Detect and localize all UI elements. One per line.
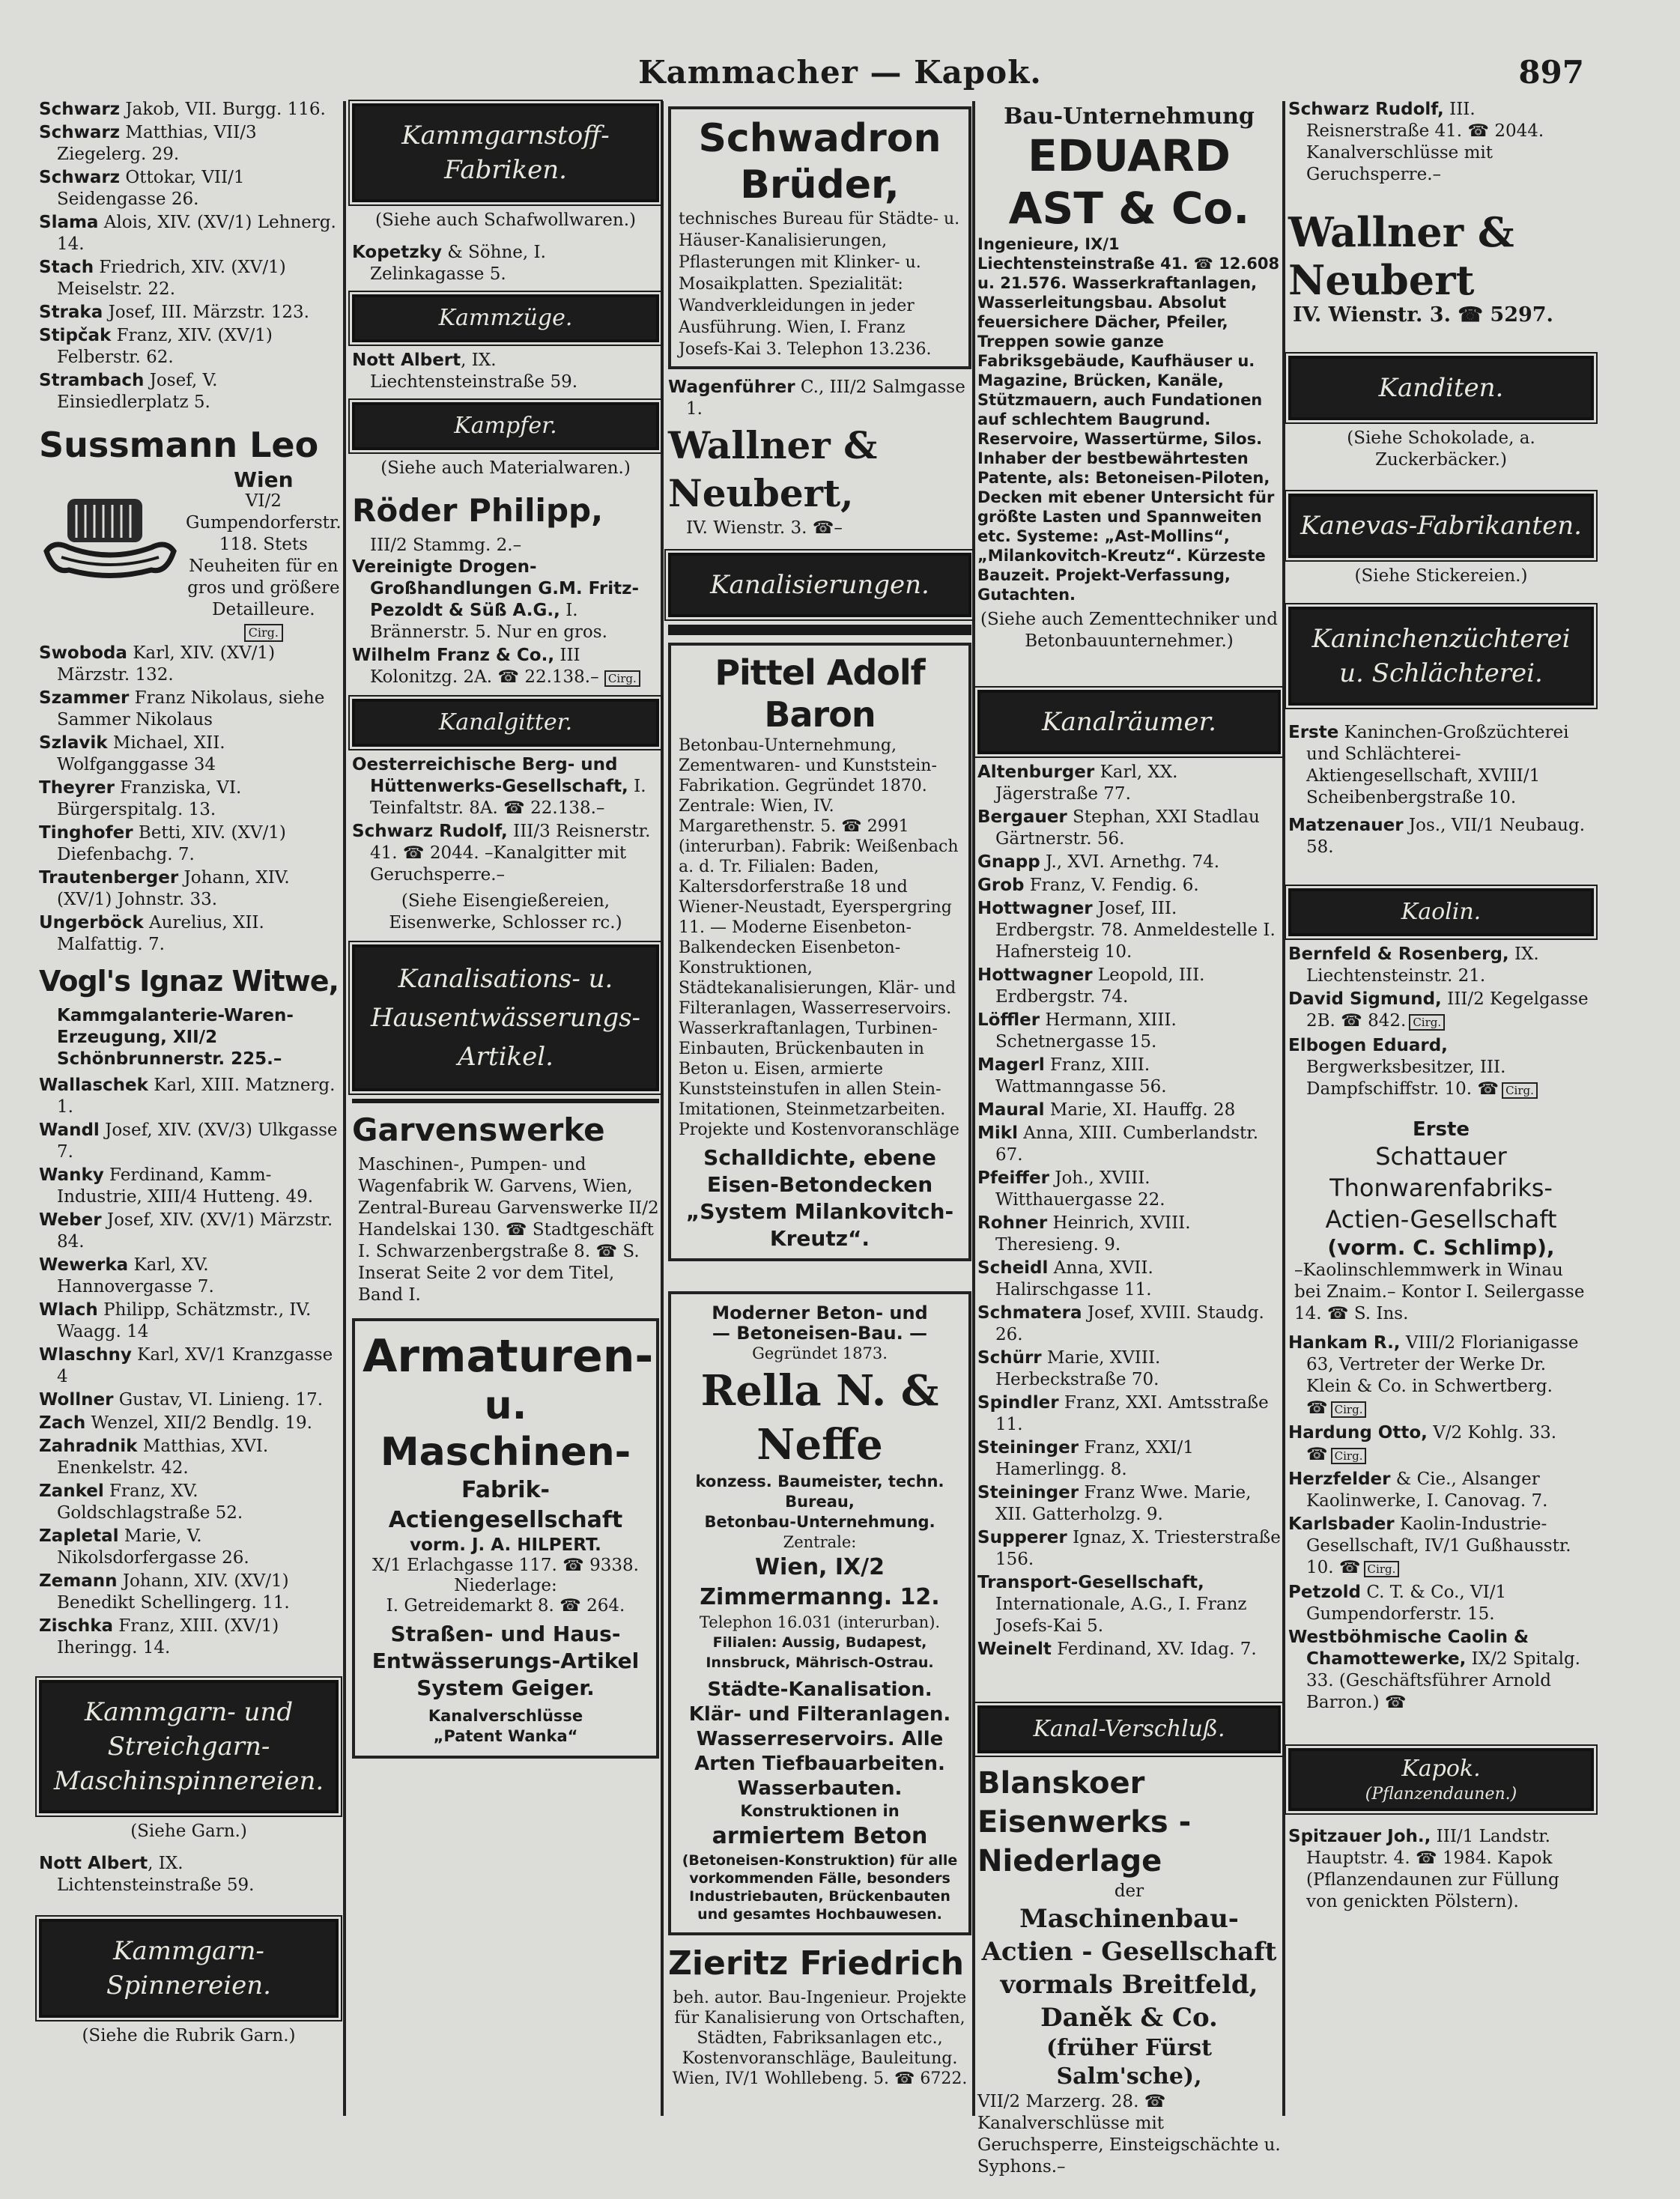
advertisement-text: Maschinen-, Pumpen- und Wagenfabrik W. Garvens, Wien, Zentral-Bureau Garvenswerke II/2 Handelskai 130. ☎ Stadtgeschäft I. Schwarzenbergstraße 8. ☎ S. Inserat Seite 2 vor dem Titel, Band I. xyxy=(358,1155,659,1305)
entry-details: Franz, XIII. (XV/1) Iheringg. 14. xyxy=(57,1616,279,1657)
advertiser-name: Garvenswerke xyxy=(352,1111,605,1148)
directory-entry xyxy=(977,1100,1281,1121)
section-header: Kaolin. xyxy=(1288,888,1594,936)
directory-entry: Schwarz Rudolf, III/3 Reisnerstr. 41. ☎ 2044. –Kanalgitter mit Geruchsperre.– xyxy=(352,822,651,885)
advertiser-name: Schattauer Thonwarenfabriks-Actien-Gesellschaft xyxy=(1325,1142,1557,1234)
advertiser-name: Wallner & Neubert xyxy=(1288,208,1514,304)
directory-entry xyxy=(977,898,1281,963)
comb-crown-icon xyxy=(39,469,181,604)
entry-details: Anna, XVII. Halirschgasse 11. xyxy=(995,1258,1153,1299)
entry-name: Weber xyxy=(39,1210,102,1230)
directory-entry xyxy=(977,1527,1281,1571)
entry-name: Theyrer xyxy=(39,778,115,798)
entry-name: Westböhmische Caolin & Chamottewerke, xyxy=(1288,1628,1529,1669)
directory-entry xyxy=(39,867,339,911)
entry-details: Franz Wwe. Marie, XII. Gatterholzg. 9. xyxy=(995,1483,1252,1524)
entry-name: Schmatera xyxy=(977,1303,1082,1323)
entry-name: Schwarz xyxy=(39,123,121,142)
advertisement-heading: Bau-Unternehmung xyxy=(1004,103,1255,130)
entry-list xyxy=(39,99,339,413)
directory-entry xyxy=(39,122,339,166)
directory-entry xyxy=(977,1123,1281,1166)
entry-name: Hottwagner xyxy=(977,899,1093,918)
directory-entry xyxy=(977,1392,1281,1436)
entry-name: Magerl xyxy=(977,1055,1045,1075)
directory-entry xyxy=(977,1347,1281,1391)
directory-entry xyxy=(39,1436,339,1479)
directory-entry: Erste Kaninchen-Großzüchterei und Schlächterei-Aktiengesellschaft, XVIII/1 Scheibenbergstraße 10. xyxy=(1288,723,1569,807)
entry-name: Bergauer xyxy=(977,807,1067,827)
entry-name: Herzfelder xyxy=(1288,1469,1391,1489)
entry-details: Michael, XII. Wolfganggasse 34 xyxy=(57,733,225,774)
advertisement-text: (früher Fürst Salm'sche), xyxy=(1046,2035,1212,2090)
entry-details: Ottokar, VII/1 Seidengasse 26. xyxy=(57,168,245,209)
section-header: Kapok. (Pflanzendaunen.) xyxy=(1288,1748,1594,1811)
entry-name: Wollner xyxy=(39,1390,114,1410)
entry-name: Hankam R., xyxy=(1288,1333,1401,1353)
advertiser-name: Wallner & Neubert, xyxy=(668,423,878,515)
cross-reference: (Siehe auch Schafwollwaren.) xyxy=(375,210,636,230)
section-header: Kampfer. xyxy=(352,402,659,450)
entry-details: Franziska, VI. Bürgerspitalg. 13. xyxy=(57,778,242,819)
entry-details: Franz, XXI. Amtsstraße 11. xyxy=(995,1393,1269,1434)
directory-entry: Matzenauer Jos., VII/1 Neubaug. 58. xyxy=(1288,816,1586,857)
directory-entry xyxy=(39,370,339,413)
entry-name: Zischka xyxy=(39,1616,114,1636)
entry-name: Hottwagner xyxy=(977,965,1093,985)
entry-name: Stipčak xyxy=(39,326,112,345)
entry-name: Szammer xyxy=(39,688,130,708)
advertisement-text: Betonbau-Unternehmung, Zementwaren- und Kunststein-Fabrikation. Gegründet 1870. Zentrale: Wien, IV. Margarethenstr. 5. ☎ 2991 (interurban). Fabrik: Weißenbach a. d. Tr. Filialen: Baden, Kaltersdorferstraße 18 und Wiener-Neustadt, Eyerspergring 11. — Moderne Eisenbeton-Balkendecken Eisenbeton-Konstruktionen, Städtekanalisierungen, Klär- und Filteranlagen, Wasserreservoirs. Wasserkraftanlagen, Turbinen-Einbauten, Brückenbauten in Beton u. Eisen, armierte Kunststeinstufen in allen Stein-Imitationen, Steinmetzarbeiten. Projekte und Kostenvoranschläge xyxy=(679,736,959,1139)
entry-details: IX. Liechtensteinstr. 21. xyxy=(1306,944,1539,986)
advertiser-name: Sussmann Leo xyxy=(39,425,319,465)
entry-details: Ferdinand, XV. Idag. 7. xyxy=(1057,1640,1257,1659)
entry-list xyxy=(1288,1332,1594,1714)
entry-details: Aurelius, XII. Malfattig. 7. xyxy=(57,913,264,954)
section-header: Kaninchenzüchterei u. Schlächterei. xyxy=(1288,607,1594,706)
directory-entry xyxy=(977,1010,1281,1053)
advertiser-name: Zieritz Friedrich xyxy=(668,1944,965,1983)
advertisement-text: VII/2 Marzerg. 28. ☎ Kanalverschlüsse mit Geruchsperre, Einsteigschächte u. Syphons.– xyxy=(977,2092,1281,2177)
section-header: Kammgarn- und Streichgarn-Maschinspinnereien. xyxy=(39,1680,339,1813)
section-header: Kanevas-Fabrikanten. xyxy=(1288,494,1594,558)
directory-entry xyxy=(39,302,339,324)
entry-details: Franz, XIII. Wattmanngasse 56. xyxy=(995,1055,1167,1097)
directory-entry xyxy=(977,1437,1281,1481)
entry-details: Johann, XIV. (XV/1) Johnstr. 33. xyxy=(57,868,290,909)
column-rule xyxy=(972,101,975,2116)
advertisement-text: Maschinenbau-Actien - Gesellschaft vormals Breitfeld, Daněk & Co. xyxy=(981,1904,1277,2033)
section-header: Kanalisierungen. xyxy=(668,553,971,617)
section-header: Kanditen. xyxy=(1288,356,1594,420)
directory-entry xyxy=(1288,1514,1594,1580)
directory-entry: Nott Albert, IX. Liechtensteinstraße 59. xyxy=(352,351,578,392)
advertisement-text: Ingenieure, IX/1 Liechtensteinstraße 41. ☎ 12.608 u. 21.576. Wasserkraftanlagen, Wasserleitungsbau. Absolut feuersichere Dächer, Pfeiler, Treppen sowie ganze Fabriksgebäude, Kaufhäuser u. Magazine, Brücken, Kanäle, Stützmauern, auch Fundationen auf schlechtem Baugrund. Reservoire, Wassertürme, Silos. Inhaber der bestbewährtesten Patente, als: Betoneisen-Piloten, Decken mit ebener Untersicht für größte Lasten und Spannweiten etc. Systeme: „Ast-Mollins“, „Milankovitch-Kreutz“. Kürzeste Bauzeit. Projekt-Verfassung, Gutachten. xyxy=(977,235,1280,604)
advertisement-text: IV. Wienstr. 3. ☎ 5297. xyxy=(1293,303,1553,327)
entry-details: Karl, XX. Jägerstraße 77. xyxy=(995,762,1178,804)
directory-entry: Schwarz Rudolf, III. Reisnerstraße 41. ☎ 2044. Kanalverschlüsse mit Geruchsperre.– xyxy=(1288,100,1544,184)
directory-entry xyxy=(977,807,1281,850)
entry-details: III/2 Kegelgasse 2B. ☎ 842. xyxy=(1306,989,1589,1031)
advertisement-text: der xyxy=(1114,1881,1144,1901)
entry-details: Friedrich, XIV. (XV/1) Meiselstr. 22. xyxy=(57,258,286,299)
advertisement-text: IV. Wienstr. 3. ☎– xyxy=(686,518,843,538)
directory-entry xyxy=(1288,1035,1594,1102)
entry-name: Bernfeld & Rosenberg, xyxy=(1288,944,1509,964)
directory-entry xyxy=(39,212,339,255)
entry-name: Mikl xyxy=(977,1123,1018,1143)
directory-entry xyxy=(977,762,1281,805)
entry-details: Franz Nikolaus, siehe Sammer Nikolaus xyxy=(57,688,325,730)
entry-name: Zach xyxy=(39,1413,86,1433)
entry-name: Zemann xyxy=(39,1571,118,1591)
entry-details: Hermann, XIII. Schetnergasse 15. xyxy=(995,1010,1177,1052)
entry-details: Matthias, XVI. Enenkelstr. 42. xyxy=(57,1437,269,1478)
page-number: 897 xyxy=(1518,54,1584,91)
cross-reference: (Siehe Schokolade, a. Zuckerbäcker.) xyxy=(1347,428,1535,470)
directory-entry xyxy=(39,257,339,300)
cross-reference: (Siehe die Rubrik Garn.) xyxy=(82,2026,296,2045)
directory-entry: Nott Albert, IX. Lichtensteinstraße 59. xyxy=(39,1854,255,1895)
entry-details: Stephan, XXI Stadlau Gärtnerstr. 56. xyxy=(995,807,1260,849)
entry-name: Wallaschek xyxy=(39,1076,148,1095)
cross-reference: (Siehe Stickereien.) xyxy=(1354,566,1528,586)
entry-name: Hardung Otto, xyxy=(1288,1423,1428,1443)
divider xyxy=(668,625,971,635)
column-3 xyxy=(668,99,971,2121)
directory-entry xyxy=(1288,944,1594,987)
entry-details: V/2 Kohlg. 33. ☎ xyxy=(1306,1423,1557,1464)
directory-entry xyxy=(39,1389,339,1411)
directory-entry xyxy=(39,1299,339,1343)
section-header: Kanalräumer. xyxy=(977,690,1281,754)
entry-name: Tinghofer xyxy=(39,823,133,843)
cross-reference: (Siehe auch Materialwaren.) xyxy=(380,458,631,478)
directory-entry xyxy=(977,852,1281,873)
entry-name: Wandl xyxy=(39,1120,100,1140)
entry-details: Wenzel, XII/2 Bendlg. 19. xyxy=(91,1413,312,1433)
column-2 xyxy=(352,99,659,2121)
entry-details: Karl, XV/1 Kranzgasse 4 xyxy=(57,1345,333,1386)
divider xyxy=(352,1099,659,1103)
entry-name: Szlavik xyxy=(39,733,108,753)
advertisement xyxy=(668,106,971,369)
entry-details: Matthias, VII/3 Ziegelerg. 29. xyxy=(57,123,257,164)
entry-details: Philipp, Schätzmstr., IV. Waagg. 14 xyxy=(57,1300,312,1341)
entry-name: Rohner xyxy=(977,1213,1048,1233)
directory-entry: Vereinigte Drogen-Großhandlungen G.M. Fritz-Pezoldt & Süß A.G., I. Brännerstr. 5. Nur en gros. xyxy=(352,557,640,642)
directory-entry xyxy=(39,167,339,210)
entry-list xyxy=(977,762,1281,1660)
telephone-badge: Cirg. xyxy=(1502,1082,1538,1099)
entry-name: Schwarz xyxy=(39,168,121,187)
entry-name: Petzold xyxy=(1288,1583,1361,1602)
section-header: Kanal-Verschluß. xyxy=(977,1705,1281,1753)
directory-entry: Kopetzky & Söhne, I. Zelinkagasse 5. xyxy=(352,243,546,284)
entry-name: Stach xyxy=(39,258,94,277)
directory-entry xyxy=(977,1055,1281,1098)
entry-name: Grob xyxy=(977,876,1025,895)
entry-name: Steininger xyxy=(977,1483,1079,1502)
entry-details: Josef, XIV. (XV/3) Ulkgasse 7. xyxy=(57,1120,338,1162)
directory-entry xyxy=(39,1210,339,1253)
directory-entry xyxy=(39,1165,339,1208)
advertisement-highlight: Schalldichte, ebene Eisen-Betondecken „System Milankovitch-Kreutz“. xyxy=(685,1145,954,1251)
entry-details: VIII/2 Florianigasse 63, Vertreter der Werke Dr. Klein & Co. in Schwertberg. ☎ xyxy=(1306,1333,1579,1418)
entry-details: Marie, XVIII. Herbeckstraße 70. xyxy=(995,1348,1161,1389)
section-header: Kammzüge. xyxy=(352,294,659,342)
entry-details: Josef, III. Erdbergstr. 78. Anmeldestelle I. Hafnersteig 10. xyxy=(995,899,1276,962)
directory-entry xyxy=(977,1258,1281,1301)
directory-entry xyxy=(977,1572,1281,1637)
entry-name: Elbogen Eduard, xyxy=(1288,1036,1448,1055)
directory-entry xyxy=(39,1413,339,1434)
advertisement: Moderner Beton- und — Betoneisen-Bau. — Gegründet 1873. Rella N. & Neffe konzess. Baumeister, techn. Bureau, Betonbau-Unternehmung. Zentrale: Wien, IX/2 Zimmermanng. 12. Telephon 16.031 (interurban). Filialen: Aussig, Budapest, Innsbruck, Mährisch-Ostrau. Städte-Kanalisation. Klär- und Filteranlagen. Wasserreservoirs. Alle Arten Tiefbauarbeiten. Wasserbauten. Konstruktionen in armiertem Beton (Betoneisen-Konstruktion) für alle vorkommenden Fälle, besonders Industriebauten, Brückenbauten und gesamtes Hochbauwesen. xyxy=(668,1291,971,1935)
directory-entry xyxy=(1288,1582,1594,1625)
entry-name: Strambach xyxy=(39,371,145,390)
directory-entry: Oesterreichische Berg- und Hüttenwerks-Gesellschaft, I. Teinfaltstr. 8A. ☎ 22.138.– xyxy=(352,755,646,818)
entry-details: Bergwerksbesitzer, III. Dampfschiffstr. 10. ☎ xyxy=(1306,1058,1506,1099)
entry-name: Wlaschny xyxy=(39,1345,132,1365)
entry-name: Wewerka xyxy=(39,1255,129,1275)
entry-details: Karl, XIV. (XV/1) Märzstr. 132. xyxy=(57,643,276,685)
entry-details: Josef, V. Einsiedlerplatz 5. xyxy=(57,371,218,412)
advertisement-text: beh. autor. Bau-Ingenieur. Projekte für Kanalisierung von Ortschaften, Städten, Fabriksanlagen etc., Kostenvoranschläge, Bauleitung. Wien, IV/1 Wohllebeng. 5. ☎ 6722. xyxy=(672,1989,968,2088)
directory-entry xyxy=(977,965,1281,1008)
column-4 xyxy=(977,99,1281,2177)
entry-list xyxy=(1288,944,1594,1102)
directory-entry xyxy=(39,1255,339,1298)
entry-name: Trautenberger xyxy=(39,868,179,888)
entry-name: Steininger xyxy=(977,1438,1079,1458)
advertisement xyxy=(39,467,342,643)
entry-name: Maural xyxy=(977,1100,1045,1120)
entry-name: Schwarz xyxy=(39,100,121,119)
entry-name: Scheidl xyxy=(977,1258,1049,1278)
directory-entry xyxy=(39,1616,339,1659)
directory-entry xyxy=(39,822,339,866)
directory-entry xyxy=(39,688,339,731)
entry-name: Schürr xyxy=(977,1348,1042,1368)
entry-details: Johann, XIV. (XV/1) Benedikt Schellingerg. 11. xyxy=(57,1571,290,1613)
entry-details: Kaolin-Industrie-Gesellschaft, IV/1 Gußhausstr. 10. ☎ xyxy=(1306,1514,1571,1577)
entry-name: Karlsbader xyxy=(1288,1514,1395,1534)
entry-details: Josef, XVIII. Staudg. 26. xyxy=(995,1303,1264,1344)
entry-name: Löffler xyxy=(977,1010,1040,1030)
section-header: Kanalisations- u. Hausentwässerungs-Artikel. xyxy=(352,944,659,1091)
directory-entry xyxy=(977,1213,1281,1256)
advertiser-name: Schwadron Brüder, xyxy=(698,116,941,207)
entry-details: IX/2 Spitalg. 33. (Geschäftsführer Arnold Barron.) ☎ xyxy=(1306,1649,1580,1712)
entry-details: Marie, XI. Hauffg. 28 xyxy=(1049,1100,1236,1120)
entry-details: Alois, XIV. (XV/1) Lehnerg. 14. xyxy=(57,213,336,254)
advertiser-city: Wien xyxy=(234,467,294,492)
column-rule xyxy=(1282,101,1285,2116)
entry-name: David Sigmund, xyxy=(1288,989,1442,1009)
entry-details: Franz, V. Fendig. 6. xyxy=(1029,876,1199,895)
entry-name: Wanky xyxy=(39,1165,104,1185)
telephone-badge: Cirg. xyxy=(1409,1014,1445,1031)
advertisement: Armaturen- u. Maschinen- Fabrik-Actiengesellschaft vorm. J. A. HILPERT. X/1 Erlachgasse 117. ☎ 9338. Niederlage: I. Getreidemarkt 8. ☎ 264. Straßen- und Haus-Entwässerungs-Artikel System Geiger. Kanalverschlüsse „Patent Wanka“ xyxy=(352,1318,659,1759)
directory-entry xyxy=(39,733,339,776)
directory-entry xyxy=(39,1526,339,1569)
entry-details: Betti, XIV. (XV/1) Diefenbachg. 7. xyxy=(57,823,286,864)
telephone-badge: Cirg. xyxy=(1331,1448,1367,1464)
entry-details: Marie, V. Nikolsdorfergasse 26. xyxy=(57,1526,249,1568)
section-header: Kammgarnstoff-Fabriken. xyxy=(352,103,659,202)
entry-details: Jakob, VII. Burgg. 116. xyxy=(125,100,326,119)
entry-details: Karl, XIII. Matznerg. 1. xyxy=(57,1076,336,1117)
entry-details: J., XVI. Arnethg. 74. xyxy=(1046,852,1220,872)
cross-reference: (Siehe Garn.) xyxy=(130,1822,247,1841)
telephone-badge: Cirg. xyxy=(244,624,283,642)
entry-name: Weinelt xyxy=(977,1640,1052,1659)
advertiser-name: Pittel Adolf Baron xyxy=(715,652,925,735)
directory-entry xyxy=(977,875,1281,897)
column-rule xyxy=(343,101,346,2116)
entry-details: Josef, XIV. (XV/1) Märzstr. 84. xyxy=(57,1210,333,1252)
directory-entry: Wagenführer C., III/2 Salmgasse 1. xyxy=(668,377,965,419)
directory-entry xyxy=(39,1120,339,1163)
directory-entry xyxy=(1288,1332,1594,1421)
advertiser-name: Röder Philipp, xyxy=(352,492,604,529)
advertisement-text: technisches Bureau für Städte- u. Häuser-Kanalisierungen, Pflasterungen mit Klinker- u. Mosaikplatten. Spezialität: Wandverkleidungen in jeder Ausführung. Wien, I. Franz Josefs-Kai 3. Telephon 13.236. xyxy=(679,210,960,359)
directory-entry xyxy=(977,1302,1281,1346)
entry-details: Gustav, VI. Linieng. 17. xyxy=(118,1390,324,1410)
advertiser-name: Rella N. & Neffe xyxy=(700,1366,939,1469)
telephone-badge: Cirg. xyxy=(1331,1401,1367,1418)
entry-name: Zankel xyxy=(39,1481,104,1501)
entry-details: Karl, XV. Hannovergasse 7. xyxy=(57,1255,214,1296)
advertisement-text: III/2 Stammg. 2.– xyxy=(370,536,522,555)
directory-entry xyxy=(1288,1422,1594,1467)
column-5 xyxy=(1288,99,1594,2121)
directory-entry xyxy=(39,1075,339,1118)
entry-details: Ignaz, X. Triesterstraße 156. xyxy=(995,1528,1281,1569)
entry-name: Swoboda xyxy=(39,643,127,663)
entry-name: Transport-Gesellschaft, xyxy=(977,1573,1204,1592)
entry-name: Wlach xyxy=(39,1300,98,1320)
entry-name: Ungerböck xyxy=(39,913,144,932)
entry-details: Internationale, A.G., I. Franz Josefs-Kai 5. xyxy=(995,1595,1247,1636)
column-rule xyxy=(661,101,664,2116)
advertiser-name: Vogl's Ignaz Witwe, xyxy=(39,965,339,998)
entry-details: Anna, XIII. Cumberlandstr. 67. xyxy=(995,1123,1259,1165)
telephone-badge: Cirg. xyxy=(1364,1561,1400,1577)
entry-name: Slama xyxy=(39,213,99,232)
directory-entry xyxy=(1288,989,1594,1034)
directory-entry: Wilhelm Franz & Co., III Kolonitzg. 2A. ☎ 22.138.– Cirg. xyxy=(352,645,659,690)
directory-entry xyxy=(39,99,339,121)
entry-details: Ferdinand, Kamm-Industrie, XIII/4 Hutteng. 49. xyxy=(57,1165,314,1207)
entry-name: Spindler xyxy=(977,1393,1059,1413)
entry-details: Franz, XXI/1 Hamerlingg. 8. xyxy=(995,1438,1194,1479)
entry-list xyxy=(39,1075,339,1659)
directory-entry xyxy=(39,1571,339,1614)
entry-details: C. T. & Co., VI/1 Gumpendorferstr. 15. xyxy=(1306,1583,1507,1624)
entry-name: Pfeiffer xyxy=(977,1168,1049,1188)
running-title: Kammacher — Kapok. xyxy=(638,54,1042,91)
entry-name: Straka xyxy=(39,303,103,322)
advertiser-name: Blanskoer Eisenwerks - Niederlage xyxy=(977,1766,1192,1878)
entry-name: Gnapp xyxy=(977,852,1040,872)
advertiser-name: EDUARD AST & Co. xyxy=(1008,130,1250,234)
entry-details: Franz, XV. Goldschlagstraße 52. xyxy=(57,1481,243,1523)
entry-name: Supperer xyxy=(977,1528,1067,1547)
section-header: Kammgarn-Spinnereien. xyxy=(39,1919,339,2018)
entry-name: Altenburger xyxy=(977,762,1095,782)
directory-entry xyxy=(1288,1469,1594,1512)
entry-list xyxy=(39,643,339,956)
column-1 xyxy=(39,99,342,2121)
entry-details: Franz, XIV. (XV/1) Felberstr. 62. xyxy=(57,326,273,367)
advertisement: Erste Schattauer Thonwarenfabriks-Actien-Gesellschaft (vorm. C. Schlimp), –Kaolinschlemmwerk in Winau bei Znaim.– Kontor I. Seilergasse 14. ☎ S. Ins. xyxy=(1288,1118,1594,1325)
directory-entry xyxy=(39,1344,339,1388)
entry-name: Zahradnik xyxy=(39,1437,138,1456)
entry-details: Leopold, III. Erdbergstr. 74. xyxy=(995,965,1205,1007)
entry-name: Zapletal xyxy=(39,1526,119,1546)
section-header: Kanalgitter. xyxy=(352,699,659,747)
advertisement-text: Kammgalanterie-Waren-Erzeugung, XII/2 Schönbrunnerstr. 225.– xyxy=(57,1006,294,1069)
cross-reference: (Siehe Eisengießereien, Eisenwerke, Schlosser rc.) xyxy=(389,891,622,932)
directory-entry xyxy=(977,1639,1281,1660)
directory-entry xyxy=(39,1481,339,1524)
directory-entry xyxy=(39,912,339,956)
entry-details: Joh., XVIII. Witthauergasse 22. xyxy=(995,1168,1165,1210)
directory-entry xyxy=(977,1482,1281,1526)
directory-entry xyxy=(977,1168,1281,1211)
advertisement xyxy=(668,643,971,1261)
cross-reference: (Siehe auch Zementtechniker und Betonbauunternehmer.) xyxy=(980,610,1278,651)
directory-entry: Spitzauer Joh., III/1 Landstr. Hauptstr. 4. ☎ 1984. Kapok (Pflanzendaunen zur Füllung von genickten Pölstern). xyxy=(1288,1827,1559,1911)
directory-entry xyxy=(39,325,339,368)
directory-entry xyxy=(39,777,339,821)
advertisement-text: VI/2 Gumpendorferstr. 118. Stets Neuheiten für en gros und größere Detailleure. xyxy=(186,491,342,619)
entry-details: Josef, III. Märzstr. 123. xyxy=(108,303,309,322)
directory-entry xyxy=(1288,1627,1594,1714)
entry-details: & Cie., Alsanger Kaolinwerke, I. Canovag. 7. xyxy=(1306,1469,1548,1511)
directory-entry xyxy=(39,643,339,686)
entry-details: Heinrich, XVIII. Theresieng. 9. xyxy=(995,1213,1191,1255)
